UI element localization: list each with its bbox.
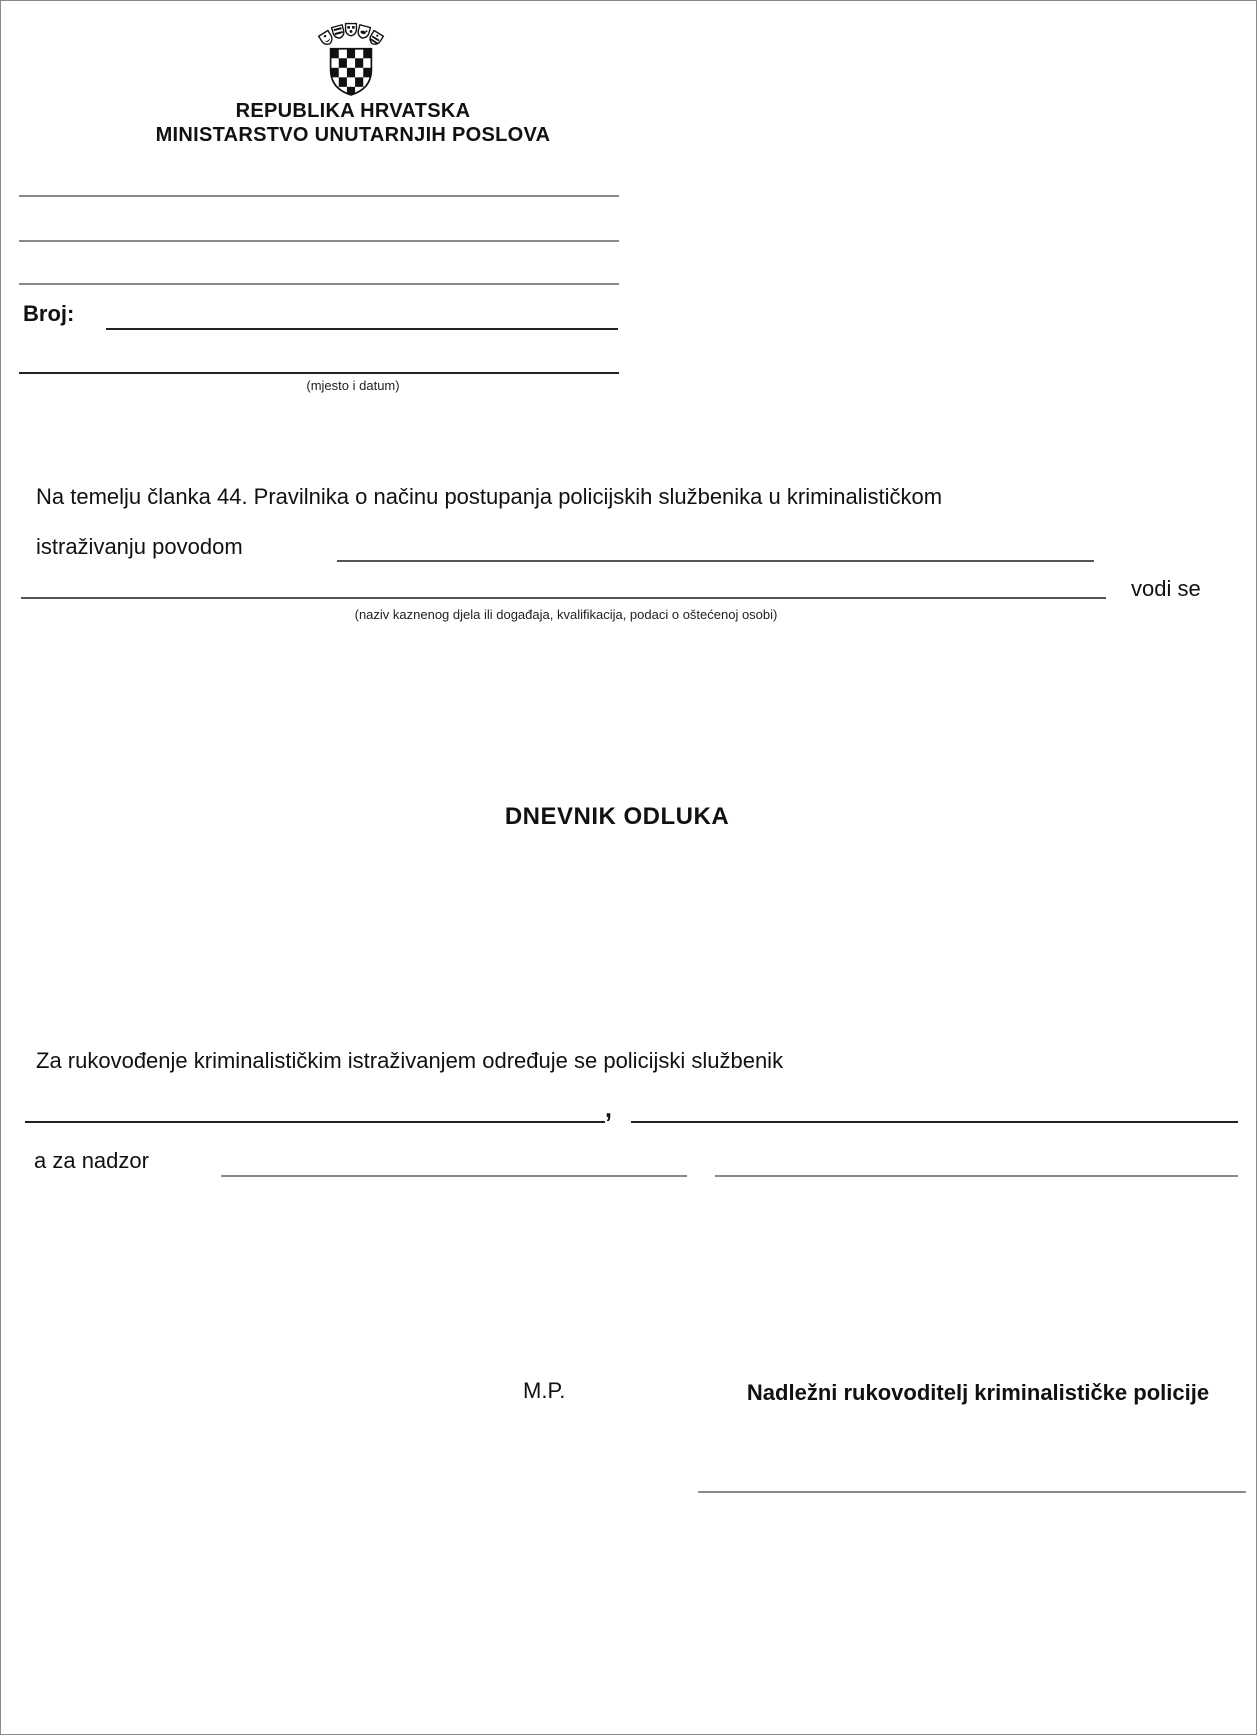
nadzor-fill-line-2	[715, 1175, 1238, 1177]
header-ministry: MINISTARSTVO UNUTARNJIH POSLOVA	[155, 124, 551, 146]
intro-line-2-prefix: istraživanju povodom	[36, 534, 243, 559]
naziv-caption: (naziv kaznenog djela ili događaja, kvalifikacija, podaci o oštećenoj osobi)	[354, 607, 778, 622]
assignment-line-1: Za rukovođenje kriminalističkim istraživanjem određuje se policijski službenik	[36, 1048, 784, 1073]
vodi-se-label: vodi se	[1131, 576, 1201, 601]
croatian-coat-of-arms-icon	[317, 17, 385, 105]
sluzbenik-fill-line-1	[25, 1121, 605, 1123]
sluzbenik-fill-line-2	[631, 1121, 1238, 1123]
org-unit-fill-line-2	[19, 240, 619, 242]
signature-fill-line	[698, 1491, 1246, 1493]
povodom-fill-line	[337, 560, 1094, 562]
mjesto-datum-fill-line	[19, 372, 619, 374]
mjesto-datum-caption: (mjesto i datum)	[306, 378, 400, 393]
nadzor-fill-line-1	[221, 1175, 687, 1177]
broj-fill-line	[106, 328, 618, 330]
signature-role-title: Nadležni rukovoditelj kriminalističke policije	[746, 1380, 1210, 1405]
nadzor-label: a za nadzor	[34, 1148, 149, 1173]
mp-stamp-label: M.P.	[523, 1378, 566, 1403]
gov-header	[103, 99, 603, 147]
broj-label: Broj:	[23, 301, 75, 326]
naziv-fill-line	[21, 597, 1106, 599]
header-country: REPUBLIKA HRVATSKA	[235, 100, 471, 122]
intro-line-1: Na temelju članka 44. Pravilnika o načinu postupanja policijskih službenika u kriminalističkom	[36, 484, 943, 509]
org-unit-fill-line-1	[19, 195, 619, 197]
document-title: DNEVNIK ODLUKA	[504, 803, 730, 830]
comma-separator: ,	[605, 1095, 612, 1123]
org-unit-fill-line-3	[19, 283, 619, 285]
